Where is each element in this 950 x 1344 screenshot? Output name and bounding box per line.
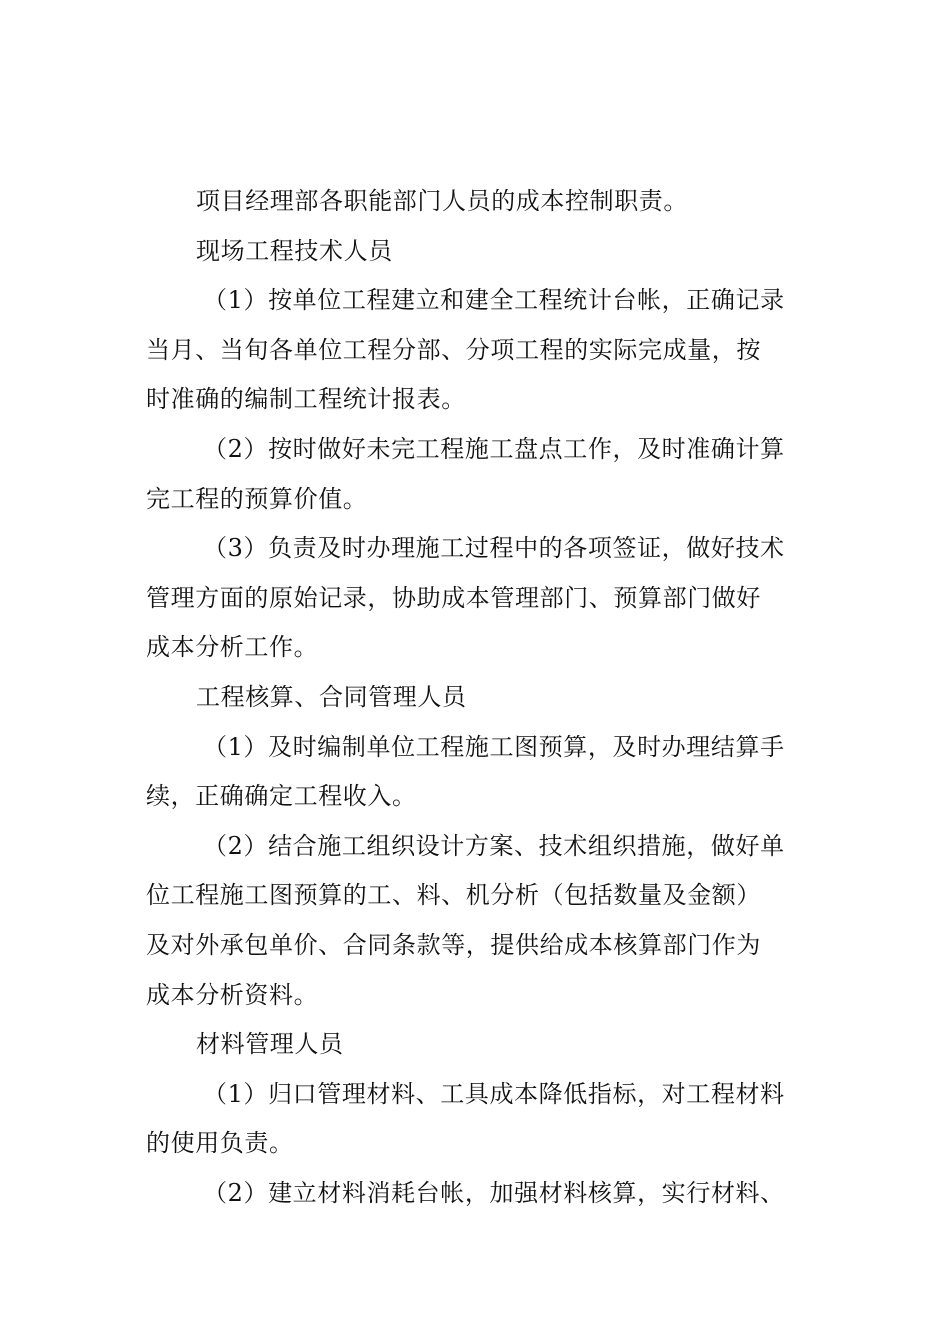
paragraph-line: （1）按单位工程建立和建全工程统计台帐，正确记录	[203, 286, 785, 315]
paragraph-line: 成本分析工作。	[146, 633, 319, 662]
document-body	[146, 177, 806, 1218]
paragraph-line: （2）结合施工组织设计方案、技术组织措施，做好单	[203, 831, 785, 860]
paragraph-line: 时准确的编制工程统计报表。	[146, 385, 466, 414]
paragraph-line: （3）负责及时办理施工过程中的各项签证，做好技术	[203, 534, 785, 563]
section-heading: 现场工程技术人员	[196, 236, 393, 265]
paragraph-line: 管理方面的原始记录，协助成本管理部门、预算部门做好	[146, 583, 761, 612]
section-heading: 工程核算、合同管理人员	[196, 682, 467, 711]
section-heading: 材料管理人员	[196, 1030, 344, 1059]
paragraph-line: 当月、当旬各单位工程分部、分项工程的实际完成量，按	[146, 335, 761, 364]
paragraph-line: （2）建立材料消耗台帐，加强材料核算，实行材料、	[203, 1178, 785, 1207]
paragraph-line: 完工程的预算价值。	[146, 484, 368, 513]
paragraph-line: 续，正确确定工程收入。	[146, 782, 417, 811]
paragraph-line: （1）及时编制单位工程施工图预算，及时办理结算手	[203, 732, 785, 761]
paragraph-line: （1）归口管理材料、工具成本降低指标，对工程材料	[203, 1079, 785, 1108]
paragraph-line: 的使用负责。	[146, 1129, 294, 1158]
paragraph-line: 位工程施工图预算的工、料、机分析（包括数量及金额）	[146, 881, 761, 910]
paragraph-line: （2）按时做好未完工程施工盘点工作，及时准确计算	[203, 434, 785, 463]
paragraph-line: 及对外承包单价、合同条款等，提供给成本核算部门作为	[146, 930, 761, 959]
paragraph-line: 项目经理部各职能部门人员的成本控制职责。	[196, 187, 688, 215]
paragraph-line: 成本分析资料。	[146, 980, 319, 1009]
